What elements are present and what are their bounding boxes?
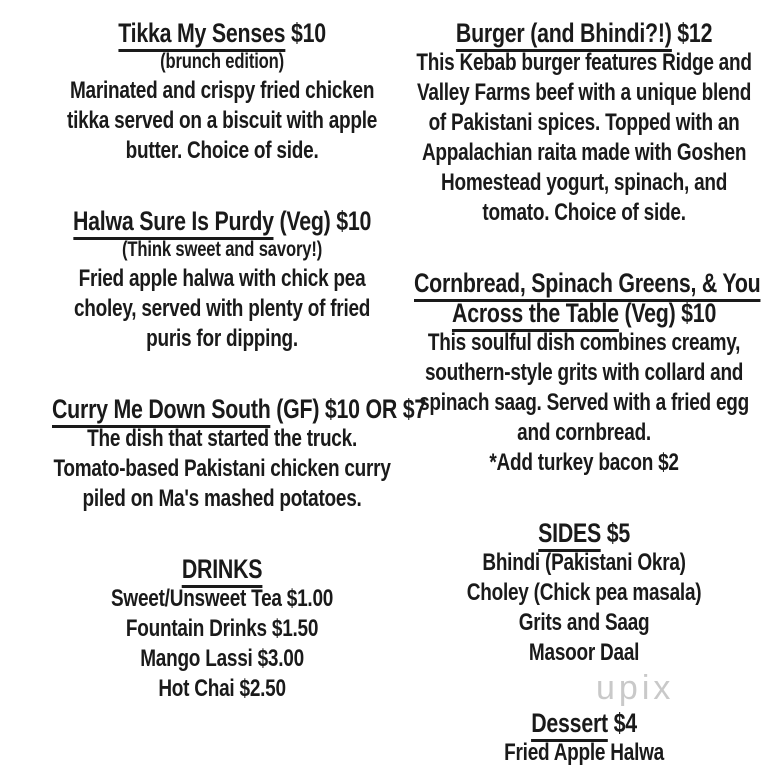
section-title	[52, 206, 392, 236]
drinks-list	[52, 584, 392, 704]
category-name: Dessert	[531, 708, 608, 742]
dish-name: Across the Table	[452, 298, 619, 332]
dish-price: $12	[671, 18, 713, 48]
dish-name: Cornbread, Spinach Greens, & You	[414, 268, 760, 302]
category-name: SIDES	[538, 518, 601, 552]
menu-section-drinks	[52, 554, 392, 704]
dish-name: Burger (and Bhindi?!)	[456, 18, 672, 52]
menu-section-curry-me-down-south	[52, 394, 427, 514]
menu-section-sides	[414, 518, 754, 668]
section-title	[414, 708, 754, 738]
category-price: $5	[601, 518, 631, 548]
menu-column-left	[52, 18, 427, 768]
section-title	[414, 18, 754, 48]
menu-item-line: Grits and Saag	[518, 609, 650, 636]
menu-section-halwa-sure-is-purdy	[52, 206, 392, 354]
menu-item-line: Masoor Daal	[528, 639, 640, 666]
section-footnote: *Add turkey bacon $2	[489, 449, 679, 476]
section-description: This Kebab burger features Ridge and Valley Farms beef with a unique blend of Pakistani spices. Topped with an Appalachian raita made with Goshen Homestead yogurt, spinach, and tomato. Choice of side.	[416, 49, 752, 226]
dish-name: Halwa Sure Is Purdy	[73, 206, 274, 240]
menu-section-burger-and-bhindi	[414, 18, 754, 228]
dish-price: (GF) $10 OR $7	[270, 394, 427, 424]
menupix-watermark: upix	[596, 669, 675, 707]
section-title	[414, 518, 754, 548]
menu-item-line: Bhindi (Pakistani Okra)	[482, 549, 686, 576]
section-title	[52, 18, 392, 48]
dish-name: Tikka My Senses	[118, 18, 285, 52]
dish-name: Curry Me Down South	[52, 394, 271, 428]
menu-item-line: Fried Apple Halwa	[504, 739, 664, 766]
dish-price: $10	[285, 18, 326, 48]
dessert-list	[414, 738, 754, 768]
section-description: This soulful dish combines creamy, southern-style grits with collard and spinach saag. Served with a fried egg and cornbread.	[419, 329, 750, 446]
section-description: Fried apple halwa with chick pea choley, served with plenty of fried puris for dipping.	[73, 265, 371, 352]
section-title	[52, 554, 392, 584]
section-title-line-1	[414, 268, 761, 298]
section-title	[52, 394, 427, 424]
menu-item-line: Fountain Drinks $1.50	[125, 615, 319, 642]
section-note: (brunch edition)	[160, 50, 284, 73]
category-price: $4	[607, 708, 637, 738]
menu-item-line: Choley (Chick pea masala)	[466, 579, 702, 606]
menu-section-cornbread-spinach-greens	[414, 268, 761, 478]
dish-price: (Veg) $10	[273, 206, 372, 236]
menu-item-line: Sweet/Unsweet Tea $1.00	[111, 585, 334, 612]
category-name: DRINKS	[182, 554, 262, 588]
dish-price: (Veg) $10	[618, 298, 717, 328]
menu-column-right	[414, 18, 761, 768]
menu-section-dessert	[414, 708, 754, 768]
menu-section-tikka-my-senses	[52, 18, 392, 166]
sides-list	[414, 548, 754, 668]
section-description: Marinated and crispy fried chicken tikka served on a biscuit with apple butter. Choice of side.	[67, 77, 378, 164]
section-title-line-2	[414, 298, 754, 328]
menu-item-line: Mango Lassi $3.00	[140, 645, 304, 672]
section-description: The dish that started the truck. Tomato-based Pakistani chicken curry piled on Ma's mashed potatoes.	[53, 425, 391, 512]
menu-item-line: Hot Chai $2.50	[158, 675, 286, 702]
section-note: (Think sweet and savory!)	[122, 238, 323, 261]
